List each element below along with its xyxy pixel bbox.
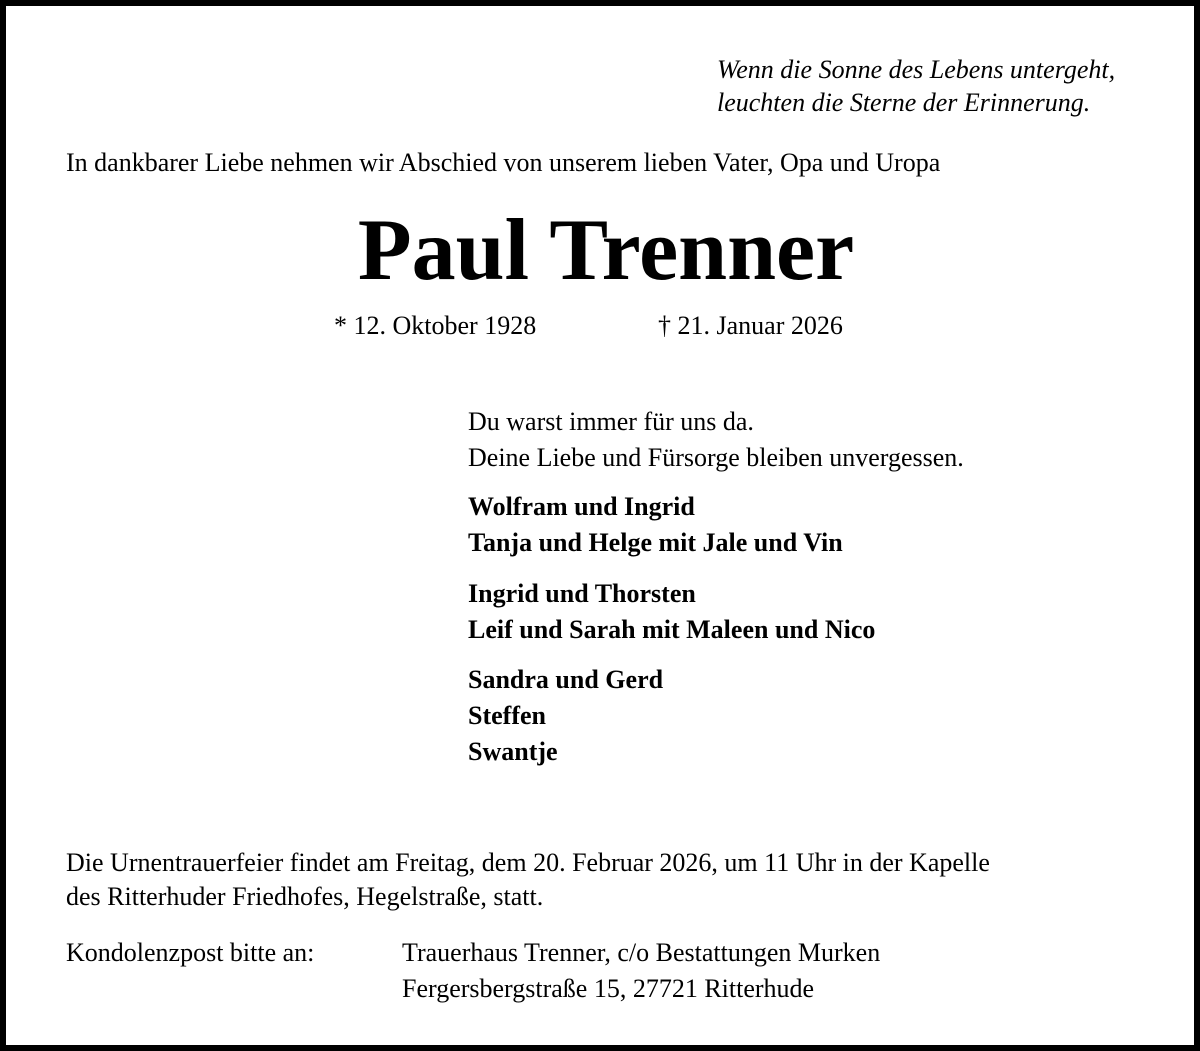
birth-date: * 12. Oktober 1928: [334, 311, 537, 340]
service-info-line-2: des Ritterhuder Friedhofes, Hegelstraße, statt.: [66, 882, 544, 911]
motto-line-2: leuchten die Sterne der Erinnerung.: [717, 88, 1091, 117]
deceased-name: Paul Trenner: [357, 202, 855, 299]
motto-line-1: Wenn die Sonne des Lebens untergeht,: [717, 55, 1116, 84]
verse-line-2: Deine Liebe und Fürsorge bleiben unvergessen.: [468, 443, 964, 472]
family-member: Tanja und Helge mit Jale und Vin: [468, 528, 843, 557]
death-date: † 21. Januar 2026: [658, 311, 843, 340]
condolence-address-line-1: Trauerhaus Trenner, c/o Bestattungen Murken: [402, 938, 881, 967]
service-info-line-1: Die Urnentrauerfeier findet am Freitag, dem 20. Februar 2026, um 11 Uhr in der Kapelle: [66, 848, 990, 877]
family-member: Sandra und Gerd: [468, 665, 664, 694]
family-member: Leif und Sarah mit Maleen und Nico: [468, 615, 876, 644]
family-member: Ingrid und Thorsten: [468, 579, 696, 608]
condolence-address-line-2: Fergersbergstraße 15, 27721 Ritterhude: [402, 974, 815, 1003]
family-member: Wolfram und Ingrid: [468, 492, 695, 521]
condolence-label: Kondolenzpost bitte an:: [66, 938, 315, 967]
family-member: Steffen: [468, 701, 546, 730]
verse-line-1: Du warst immer für uns da.: [468, 407, 754, 436]
intro-text: In dankbarer Liebe nehmen wir Abschied von unserem lieben Vater, Opa und Uropa: [66, 148, 941, 177]
family-member: Swantje: [468, 737, 558, 766]
